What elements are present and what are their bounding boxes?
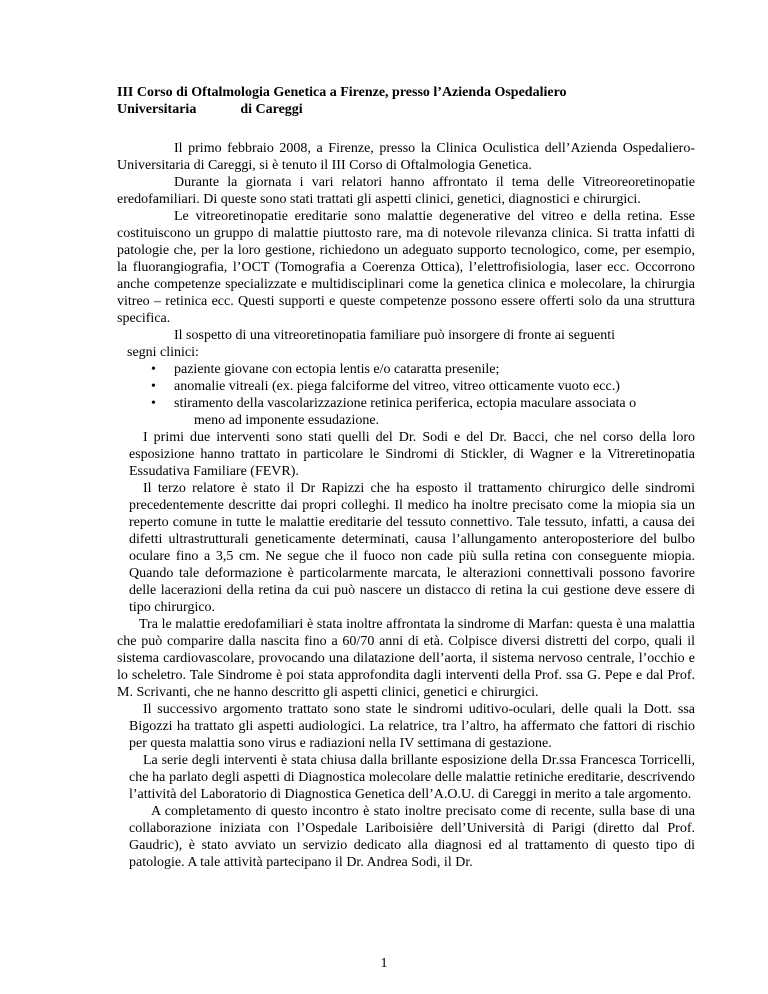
paragraph-4a: Il sospetto di una vitreoretinopatia familiare può insorgere di fronte ai seguenti	[174, 328, 615, 343]
document-title	[117, 84, 695, 118]
bullet-icon: •	[151, 362, 156, 377]
document-page	[117, 84, 695, 871]
paragraph-6: Il terzo relatore è stato il Dr Rapizzi che ha esposto il trattamento chirurgico delle sindromi precedentemente descritte dai propri colleghi. Il medico ha inoltre precisato come la miopia sia un reperto comune in tutte le malattie ereditarie del tessuto connettivo. Tale tessuto, infatti, a causa dei difetti ultrastrutturali geneticamente determinati, causa l’allungamento anteroposteriore del bulbo oculare fino a 3,5 cm. Ne segue che il fuoco non cade più sulla retina con conseguente miopia. Quando tale deformazione è particolarmente marcata, le alterazioni connettivali possono favorire delle lacerazioni della retina da cui può nascere un distacco di retina la cui gestione deve essere di tipo chirurgico.	[129, 481, 695, 615]
list-item-continuation: meno ad imponente essudazione.	[194, 413, 380, 428]
paragraph-4b: segni clinici:	[127, 345, 199, 360]
paragraph-8: Il successivo argomento trattato sono state le sindromi uditivo-oculari, delle quali la Dott. ssa Bigozzi ha trattato gli aspetti audiologici. La relatrice, tra l’altro, ha affermato che fattori di rischio per questa malattia sono virus e radiazioni nella IV settimana di gestazione.	[129, 702, 695, 751]
list-item: • stiramento della vascolarizzazione retinica periferica, ectopia maculare associata o meno ad imponente essudazione.	[151, 395, 695, 429]
paragraph-1: Il primo febbraio 2008, a Firenze, presso la Clinica Oculistica dell’Azienda Ospedaliero-Universitaria di Careggi, si è tenuto il III Corso di Oftalmologia Genetica.	[117, 141, 695, 173]
paragraph-3: Le vitreoretinopatie ereditarie sono malattie degenerative del vitreo e della retina. Esse costituiscono un gruppo di malattie piuttosto rare, ma di notevole rilevanza clinica. Si tratta infatti di patologie che, per la loro gestione, richiedono un adeguato supporto tecnologico, come, per esempio, la fluorangiografia, l’OCT (Tomografia a Coerenza Ottica), l’elettrofisiologia, laser ecc. Occorrono anche competenze specializzate e multidisciplinari come la genetica clinica e molecolare, la chirurgia vitreo – retinica ecc. Questi supporti e queste competenze possono essere offerti solo da una struttura specifica.	[117, 209, 695, 326]
paragraph-10: A completamento di questo incontro è stato inoltre precisato come di recente, sulla base di una collaborazione iniziata con l’Ospedale Lariboisière dell’Università di Parigi (diretto dal Prof. Gaudric), è stato avviato un servizio dedicato alla diagnosi ed al trattamento di questo tipo di patologie. A tale attività partecipano il Dr. Andrea Sodi, il Dr.	[129, 804, 695, 870]
title-line-2b: di Careggi	[240, 102, 303, 117]
paragraph-9: La serie degli interventi è stata chiusa dalla brillante esposizione della Dr.ssa Francesca Torricelli, che ha parlato degli aspetti di Diagnostica molecolare delle malattie retiniche ereditarie, descrivendo l’attività del Laboratorio di Diagnostica Genetica dell’A.O.U. di Careggi in merito a tale argomento.	[129, 753, 695, 802]
bullet-icon: •	[151, 396, 156, 411]
bullet-icon: •	[151, 379, 156, 394]
title-line-1: III Corso di Oftalmologia Genetica a Firenze, presso l’Azienda Ospedaliero	[117, 85, 567, 100]
title-line-2a: Universitaria	[117, 102, 197, 117]
paragraph-5: I primi due interventi sono stati quelli del Dr. Sodi e del Dr. Bacci, che nel corso della loro esposizione hanno trattato in particolare le Sindromi di Stickler, di Wagner e la Vitreretinopatia Essudativa Familiare (FEVR).	[129, 430, 695, 479]
clinical-signs-list	[117, 361, 695, 429]
list-item: • anomalie vitreali (ex. piega falciforme del vitreo, vitreo otticamente vuoto ecc.)	[151, 379, 620, 394]
paragraph-7: Tra le malattie eredofamiliari è stata inoltre affrontata la sindrome di Marfan: questa è una malattia che può comparire dalla nascita fino a 60/70 anni di età. Colpisce diversi distretti del corpo, quali il sistema cardiovascolare, provocando una dilatazione dell’aorta, il sistema nervoso centrale, l’occhio e lo scheletro. Tale Sindrome è poi stata approfondita dagli interventi della Prof. ssa G. Pepe e dal Prof. M. Scrivanti, che ne hanno descritto gli aspetti clinici, genetici e chirurgici.	[117, 617, 695, 700]
page-number: 1	[380, 956, 388, 971]
list-item: • paziente giovane con ectopia lentis e/o cataratta presenile;	[151, 362, 500, 377]
paragraph-2: Durante la giornata i vari relatori hanno affrontato il tema delle Vitreoreoretinopatie eredofamiliari. Di queste sono stati trattati gli aspetti clinici, genetici, diagnostici e chirurgici.	[117, 175, 695, 207]
